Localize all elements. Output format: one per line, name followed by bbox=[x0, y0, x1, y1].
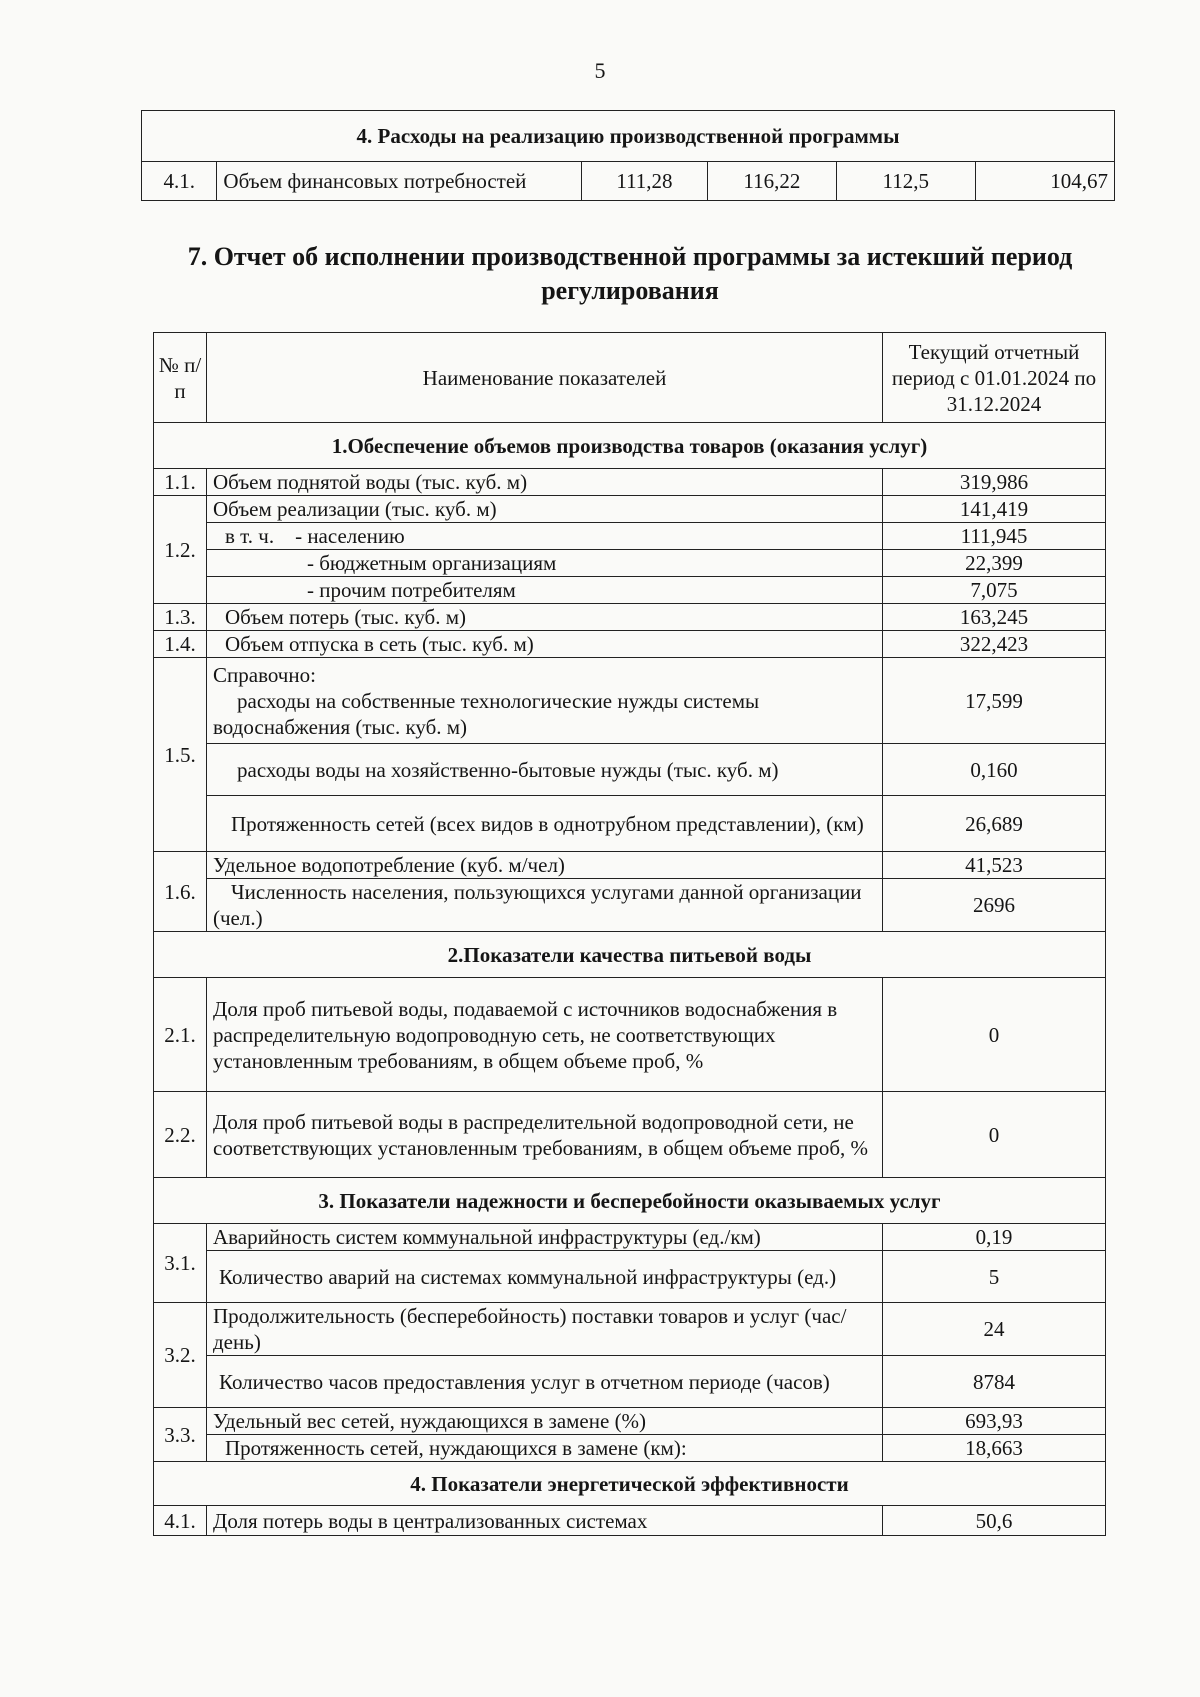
table-row bbox=[154, 469, 1106, 496]
report-table bbox=[153, 332, 1106, 1536]
row-value: 693,93 bbox=[883, 1408, 1106, 1435]
row-value: 322,423 bbox=[883, 631, 1106, 658]
row-value: 2696 bbox=[883, 879, 1106, 932]
row-name: - прочим потребителям bbox=[207, 577, 883, 604]
row-number: 2.2. bbox=[154, 1092, 207, 1178]
page-number: 5 bbox=[594, 58, 606, 83]
row-number: 1.1. bbox=[154, 469, 207, 496]
row-number: 1.2. bbox=[154, 496, 207, 604]
table-row bbox=[154, 1408, 1106, 1435]
row-name: Объем потерь (тыс. куб. м) bbox=[207, 604, 883, 631]
row-value: 0,160 bbox=[883, 744, 1106, 796]
row-name: - бюджетным организациям bbox=[207, 550, 883, 577]
table-row bbox=[154, 631, 1106, 658]
table-row bbox=[154, 1251, 1106, 1303]
table-row bbox=[154, 796, 1106, 852]
row-value: 22,399 bbox=[883, 550, 1106, 577]
column-header-period: Текущий отчетный период с 01.01.2024 по 31.12.2024 bbox=[883, 333, 1106, 423]
row-value: 111,945 bbox=[883, 523, 1106, 550]
row-name: Численность населения, пользующихся услугами данной организации (чел.) bbox=[207, 879, 883, 932]
row-number: 2.1. bbox=[154, 978, 207, 1092]
row-name: Количество часов предоставления услуг в отчетном периоде (часов) bbox=[207, 1356, 883, 1408]
row-value: 5 bbox=[883, 1251, 1106, 1303]
row-value: 141,419 bbox=[883, 496, 1106, 523]
row-name: Удельный вес сетей, нуждающихся в замене (%) bbox=[207, 1408, 883, 1435]
row-value: 41,523 bbox=[883, 852, 1106, 879]
table-row bbox=[154, 1435, 1106, 1462]
table-row bbox=[154, 496, 1106, 523]
row-name: Аварийность систем коммунальной инфраструктуры (ед./км) bbox=[207, 1224, 883, 1251]
table-row bbox=[142, 162, 1115, 201]
row-value: 163,245 bbox=[883, 604, 1106, 631]
row-number: 3.2. bbox=[154, 1303, 207, 1408]
reference-label: Справочно: bbox=[213, 662, 316, 687]
row-value: 319,986 bbox=[883, 469, 1106, 496]
row-name: Доля проб питьевой воды в распределительной водопроводной сети, не соответствующих установленным требованиям, в общем объеме проб, % bbox=[207, 1092, 883, 1178]
table-row bbox=[154, 523, 1106, 550]
row-value: 26,689 bbox=[883, 796, 1106, 852]
table-row bbox=[154, 550, 1106, 577]
financial-needs-table bbox=[141, 110, 1115, 201]
row-value: 116,22 bbox=[708, 162, 837, 201]
row-number: 1.6. bbox=[154, 852, 207, 932]
column-header-number: № п/п bbox=[154, 333, 207, 423]
row-value: 50,6 bbox=[883, 1506, 1106, 1536]
row-name: в т. ч. - населению bbox=[207, 523, 883, 550]
section-header: 2.Показатели качества питьевой воды bbox=[154, 932, 1106, 978]
table-row bbox=[154, 744, 1106, 796]
row-number: 4.1. bbox=[154, 1506, 207, 1536]
header-row bbox=[154, 333, 1106, 423]
report-title-line: 7. Отчет об исполнении производственной программы за истекший период bbox=[187, 242, 1073, 271]
table-row bbox=[154, 577, 1106, 604]
row-name: Объем реализации (тыс. куб. м) bbox=[207, 496, 883, 523]
table-row bbox=[154, 879, 1106, 932]
row-name: Объем отпуска в сеть (тыс. куб. м) bbox=[207, 631, 883, 658]
table-row bbox=[154, 852, 1106, 879]
row-name: Объем финансовых потребностей bbox=[217, 162, 581, 201]
row-name: Доля потерь воды в централизованных системах bbox=[207, 1506, 883, 1536]
report-title-line: регулирования bbox=[541, 276, 719, 305]
row-name: Доля проб питьевой воды, подаваемой с источников водоснабжения в распределительную водопроводную сеть, не соответствующих установленным требованиям, в общем объеме проб, % bbox=[207, 978, 883, 1092]
row-value: 18,663 bbox=[883, 1435, 1106, 1462]
row-name: расходы воды на хозяйственно-бытовые нужды (тыс. куб. м) bbox=[207, 744, 883, 796]
row-number: 1.5. bbox=[154, 658, 207, 852]
row-name: Протяженность сетей, нуждающихся в замене (км): bbox=[207, 1435, 883, 1462]
section-header: 3. Показатели надежности и бесперебойности оказываемых услуг bbox=[154, 1178, 1106, 1224]
report-title bbox=[140, 240, 1120, 308]
row-name: Протяженность сетей (всех видов в однотрубном представлении), (км) bbox=[207, 796, 883, 852]
table-row bbox=[154, 658, 1106, 744]
table-row bbox=[154, 1224, 1106, 1251]
section-header: 1.Обеспечение объемов производства товаров (оказания услуг) bbox=[154, 423, 1106, 469]
row-value: 7,075 bbox=[883, 577, 1106, 604]
table-section-header: 4. Расходы на реализацию производственной программы bbox=[142, 111, 1115, 162]
row-name: Объем поднятой воды (тыс. куб. м) bbox=[207, 469, 883, 496]
row-value: 0 bbox=[883, 1092, 1106, 1178]
row-value: 24 bbox=[883, 1303, 1106, 1356]
row-value: 0 bbox=[883, 978, 1106, 1092]
row-number: 1.3. bbox=[154, 604, 207, 631]
table-row bbox=[154, 1303, 1106, 1356]
row-name: Удельное водопотребление (куб. м/чел) bbox=[207, 852, 883, 879]
row-value: 0,19 bbox=[883, 1224, 1106, 1251]
column-header-name: Наименование показателей bbox=[207, 333, 883, 423]
row-number: 3.3. bbox=[154, 1408, 207, 1462]
row-name-text: расходы на собственные технологические нужды системы водоснабжения (тыс. куб. м) bbox=[213, 688, 760, 739]
table-row bbox=[154, 1356, 1106, 1408]
row-name: Продолжительность (бесперебойность) поставки товаров и услуг (час/день) bbox=[207, 1303, 883, 1356]
row-value: 8784 bbox=[883, 1356, 1106, 1408]
row-value: 104,67 bbox=[975, 162, 1114, 201]
row-name: Количество аварий на системах коммунальной инфраструктуры (ед.) bbox=[207, 1251, 883, 1303]
row-value: 112,5 bbox=[836, 162, 975, 201]
table-row bbox=[154, 604, 1106, 631]
row-number: 4.1. bbox=[142, 162, 217, 201]
table-row bbox=[154, 978, 1106, 1092]
table-row bbox=[154, 1092, 1106, 1178]
row-name bbox=[207, 658, 883, 744]
table-row bbox=[154, 1506, 1106, 1536]
row-value: 17,599 bbox=[883, 658, 1106, 744]
row-number: 1.4. bbox=[154, 631, 207, 658]
section-header: 4. Показатели энергетической эффективности bbox=[154, 1462, 1106, 1506]
row-value: 111,28 bbox=[581, 162, 707, 201]
row-number: 3.1. bbox=[154, 1224, 207, 1303]
